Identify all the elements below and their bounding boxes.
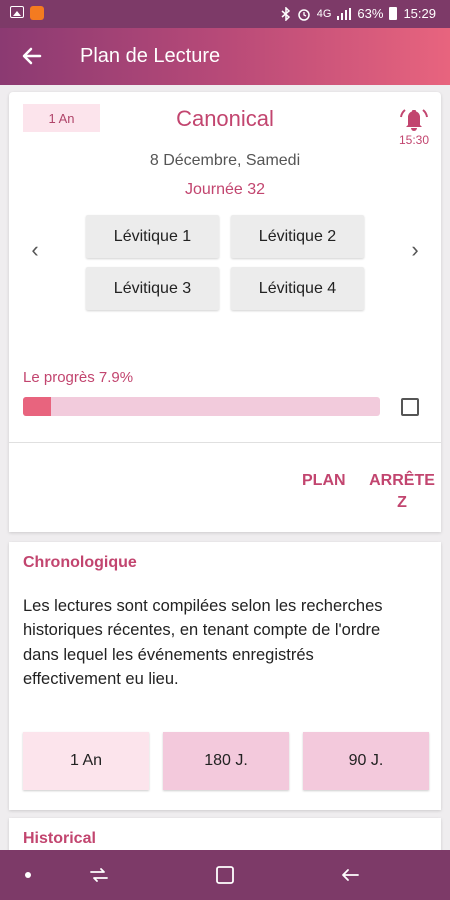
system-back-button[interactable]	[337, 862, 363, 888]
back-button[interactable]	[18, 42, 46, 70]
reading-button[interactable]: Lévitique 3	[86, 267, 219, 310]
chevron-right-icon: ›	[411, 237, 419, 262]
bluetooth-icon	[281, 7, 291, 21]
back-arrow-icon	[337, 862, 363, 888]
stop-button-label-line1: ARRÊTE	[369, 472, 435, 489]
nav-dot-button[interactable]	[15, 862, 41, 888]
reading-day: Journée 32	[184, 181, 266, 198]
home-square-icon	[212, 862, 238, 888]
bell-icon	[399, 104, 429, 132]
signal-icon	[337, 8, 351, 20]
duration-button-90-days[interactable]: 90 J.	[303, 732, 429, 790]
recent-apps-button[interactable]	[86, 862, 112, 888]
status-time: 15:29	[403, 6, 436, 21]
previous-day-button[interactable]	[25, 238, 45, 262]
next-day-button[interactable]	[405, 238, 425, 262]
plan-section-title: Historical	[23, 830, 96, 847]
stop-button-label-line2: Z	[397, 494, 407, 511]
reading-date: 8 Décembre, Samedi	[149, 152, 301, 169]
stop-button[interactable]	[367, 470, 437, 514]
alarm-button[interactable]	[397, 104, 431, 147]
chevron-left-icon: ‹	[31, 237, 39, 262]
app-notification-icon	[30, 6, 44, 20]
gallery-icon	[10, 6, 24, 18]
plan-section-title: Chronologique	[23, 554, 137, 571]
status-bar	[0, 0, 450, 28]
divider	[9, 442, 441, 443]
recent-apps-icon	[86, 862, 112, 888]
network-type: 4G	[316, 7, 332, 20]
progress-bar	[23, 397, 380, 416]
app-bar	[0, 28, 450, 85]
home-button[interactable]	[212, 862, 238, 888]
battery-icon	[389, 7, 397, 20]
duration-button-1-year[interactable]: 1 An	[23, 732, 149, 790]
plan-name: Canonical	[176, 106, 274, 131]
status-bar-indicators	[281, 6, 436, 21]
plan-duration-badge[interactable]: 1 An	[23, 104, 100, 132]
system-nav-bar	[0, 850, 450, 900]
progress-label: Le progrès 7.9%	[23, 369, 134, 386]
alarm-time: 15:30	[398, 133, 430, 147]
arrow-left-icon	[18, 42, 46, 70]
current-plan-card	[9, 92, 441, 532]
page-title: Plan de Lecture	[80, 45, 221, 67]
plan-button[interactable]: PLAN	[302, 472, 346, 489]
alarm-status-icon	[297, 7, 311, 21]
plan-description: Les lectures sont compilées selon les recherches historiques récentes, en tenant compte de l'ordre dans lequel les événements enregistrés effectivement eu lieu.	[23, 597, 383, 689]
status-bar-notifications	[10, 6, 44, 20]
duration-button-180-days[interactable]: 180 J.	[163, 732, 289, 790]
reading-button[interactable]: Lévitique 4	[231, 267, 364, 310]
chronological-plan-card	[9, 542, 441, 810]
reading-button[interactable]: Lévitique 2	[231, 215, 364, 258]
dot-icon	[15, 862, 41, 888]
reading-button[interactable]: Lévitique 1	[86, 215, 219, 258]
progress-bar-fill	[23, 397, 51, 416]
day-complete-checkbox[interactable]	[401, 398, 419, 416]
battery-percent: 63%	[357, 6, 384, 21]
